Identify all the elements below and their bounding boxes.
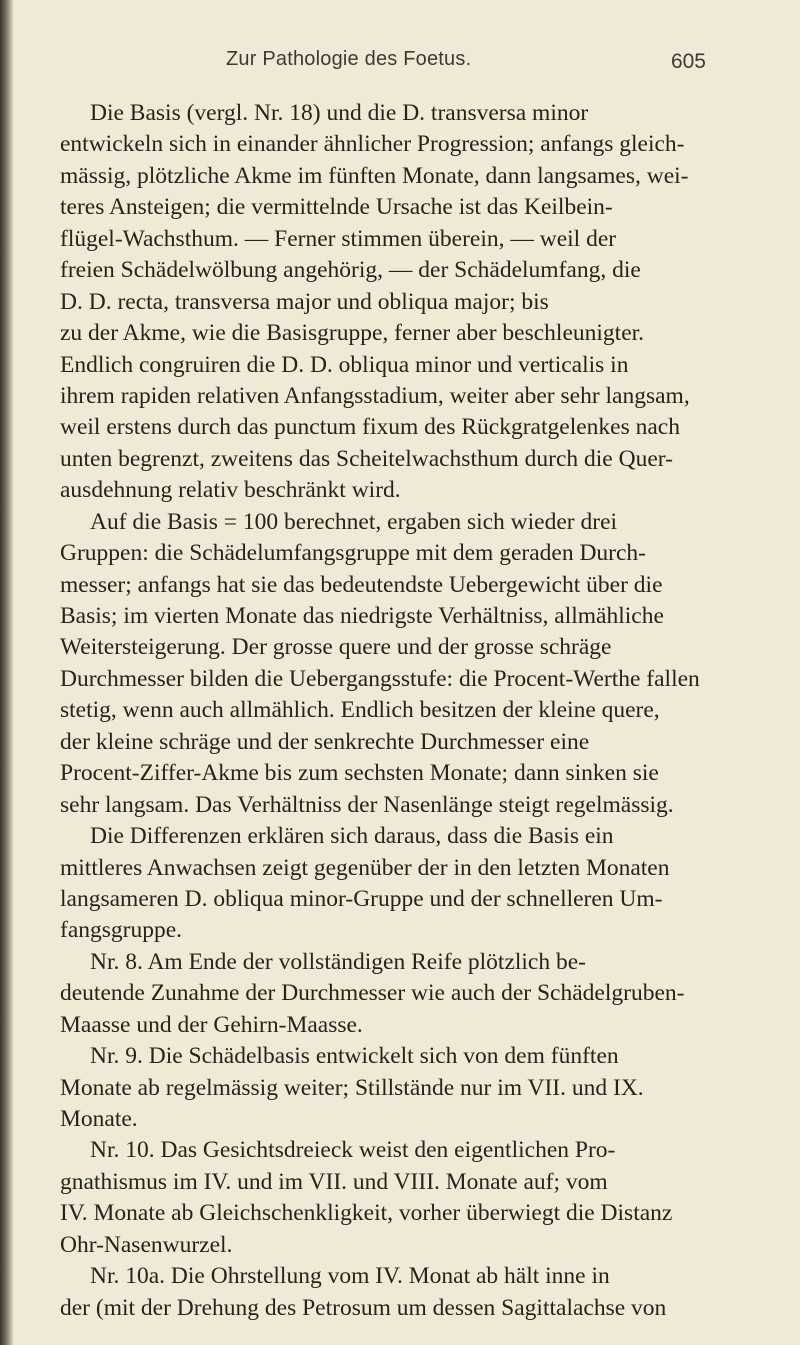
- text-line: Monate ab regelmässig weiter; Stillstände nur im VII. und IX.: [60, 1074, 644, 1101]
- text-line: Nr. 10. Das Gesichtsdreieck weist den eigentlichen Pro-: [90, 1137, 616, 1164]
- text-line: stetig, wenn auch allmählich. Endlich besitzen der kleine quere,: [60, 697, 660, 724]
- text-line: ihrem rapiden relativen Anfangsstadium, weiter aber sehr langsam,: [60, 382, 690, 409]
- text-line: IV. Monate ab Gleichschenkligkeit, vorher überwiegt die Distanz: [60, 1200, 673, 1227]
- text-line: Die Differenzen erklären sich daraus, dass die Basis ein: [90, 823, 614, 850]
- text-line: Ohr-Nasenwurzel.: [60, 1231, 233, 1258]
- text-line: entwickeln sich in einander ähnlicher Progression; anfangs gleich-: [60, 131, 685, 158]
- text-line: langsameren D. obliqua minor-Gruppe und der schnelleren Um-: [60, 885, 663, 912]
- text-line: Die Basis (vergl. Nr. 18) und die D. transversa minor: [90, 100, 589, 126]
- page-number: 605: [670, 50, 706, 73]
- text-line: Weitersteigerung. Der grosse quere und der grosse schräge: [60, 634, 612, 661]
- text-line: mässig, plötzliche Akme im fünften Monate, dann langsames, wei-: [60, 162, 689, 189]
- text-line: flügel-Wachsthum. — Ferner stimmen überein, — weil der: [60, 225, 617, 252]
- text-line: freien Schädelwölbung angehörig, — der Schädelumfang, die: [60, 257, 641, 284]
- text-line: der kleine schräge und der senkrechte Durchmesser eine: [60, 728, 590, 755]
- page-header: [226, 48, 706, 78]
- text-line: deutende Zunahme der Durchmesser wie auch der Schädelgruben-: [60, 980, 685, 1007]
- text-line: Procent-Ziffer-Akme bis zum sechsten Monate; dann sinken sie: [60, 760, 659, 787]
- text-line: Nr. 8. Am Ende der vollständigen Reife plötzlich be-: [90, 948, 586, 975]
- text-line: der (mit der Drehung des Petrosum um dessen Sagittalachse von: [60, 1294, 667, 1321]
- text-line: D. D. recta, transversa major und obliqua major; bis: [60, 288, 549, 315]
- text-line: ausdehnung relativ beschränkt wird.: [60, 477, 401, 504]
- body-text: [60, 98, 780, 1324]
- text-line: unten begrenzt, zweitens das Scheitelwachsthum durch die Quer-: [60, 445, 673, 472]
- text-line: mittleres Anwachsen zeigt gegenüber der in den letzten Monaten: [60, 854, 670, 881]
- text-line: weil erstens durch das punctum fixum des Rückgratgelenkes nach: [60, 414, 680, 441]
- text-line: Maasse und der Gehirn-Maasse.: [60, 1011, 363, 1038]
- text-line: Nr. 9. Die Schädelbasis entwickelt sich von dem fünften: [90, 1043, 619, 1070]
- text-line: teres Ansteigen; die vermittelnde Ursache ist das Keilbein-: [60, 194, 613, 221]
- text-line: messer; anfangs hat sie das bedeutendste Uebergewicht über die: [60, 571, 663, 598]
- text-line: Monate.: [60, 1106, 138, 1132]
- binding-shadow: [0, 0, 14, 1345]
- text-line: Auf die Basis = 100 berechnet, ergaben sich wieder drei: [90, 508, 618, 535]
- text-line: Basis; im vierten Monate das niedrigste Verhältniss, allmähliche: [60, 603, 664, 629]
- text-line: gnathismus im IV. und im VII. und VIII. Monate auf; vom: [60, 1168, 608, 1195]
- running-title: Zur Pathologie des Foetus.: [226, 48, 472, 70]
- text-line: Durchmesser bilden die Uebergangsstufe: die Procent-Werthe fallen: [60, 665, 700, 692]
- text-line: zu der Akme, wie die Basisgruppe, ferner aber beschleunigter.: [60, 320, 645, 347]
- text-line: Gruppen: die Schädelumfangsgruppe mit dem geraden Durch-: [60, 540, 647, 567]
- text-line: Endlich congruiren die D. D. obliqua minor und verticalis in: [60, 351, 629, 378]
- text-line: fangsgruppe.: [60, 917, 183, 944]
- text-line: Nr. 10a. Die Ohrstellung vom IV. Monat ab hält inne in: [90, 1263, 610, 1290]
- text-line: sehr langsam. Das Verhältniss der Nasenlänge steigt regelmässig.: [60, 791, 674, 818]
